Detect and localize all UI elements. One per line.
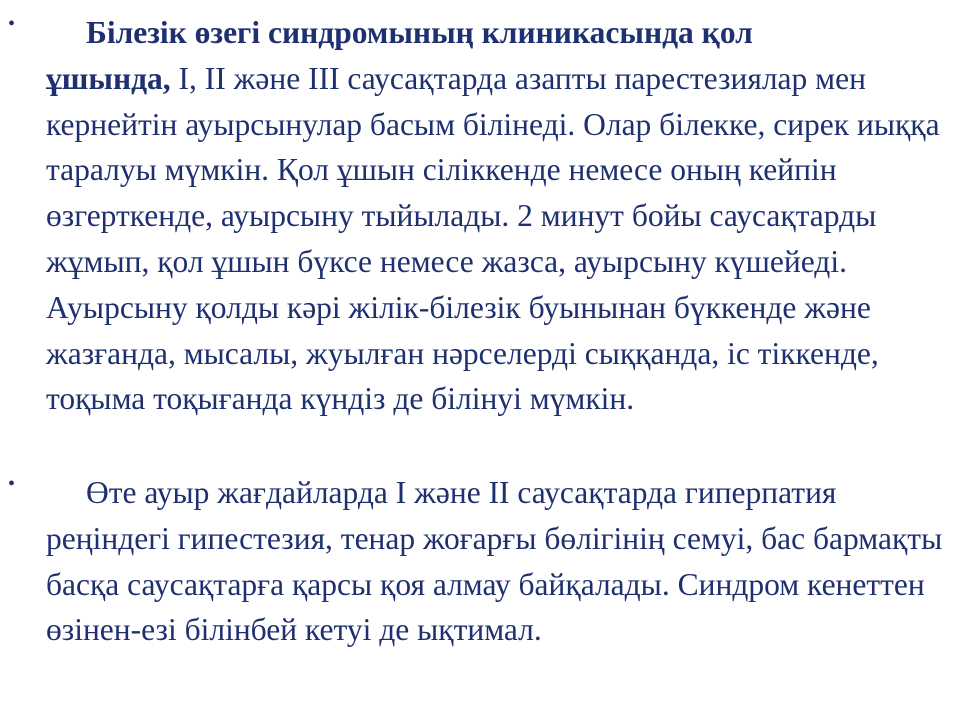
bold-lead-line-2: ұшында, — [46, 60, 171, 96]
bold-lead-line-1: Білезік өзегі синдромының клиникасында қол — [86, 15, 753, 50]
bullet-2-body-text: Өте ауыр жағдайларда I және II саусақтарда гиперпатия реңіндегі гипестезия, тенар жоғарғы бөлігінің семуі, бас бармақты басқа саусақтарға қарсы қоя алмау байқалады. Синдром кенеттен өзінен-езі білінбей кетуі де ықтимал. — [46, 475, 943, 648]
bullet-paragraph-1 — [0, 10, 946, 422]
bullet-item-1 — [0, 10, 960, 422]
bullet-icon: • — [8, 13, 16, 35]
bullet-icon: • — [8, 473, 16, 495]
bullet-paragraph-2 — [0, 470, 946, 653]
bullet-item-2 — [0, 470, 960, 653]
bullet-1-body-text: I, II және III саусақтарда азапты парестезиялар мен кернейтін ауырсынулар басым білінеді. Олар білекке, сирек иыққа таралуы мүмкін. Қол ұшын сіліккенде немесе оның кейпін өзгерткенде, ауырсыну тыйылады. 2 минут бойы саусақтарды жұмып, қол ұшын бүксе немесе жазса, ауырсыну күшейеді. Ауырсыну қолды кәрі жілік-білезік буынынан бүккенде және жазғанда, мысалы, жуылған нәрселерді сыққанда, іс тіккенде, тоқыма тоқығанда күндіз де білінуі мүмкін. — [46, 60, 940, 417]
